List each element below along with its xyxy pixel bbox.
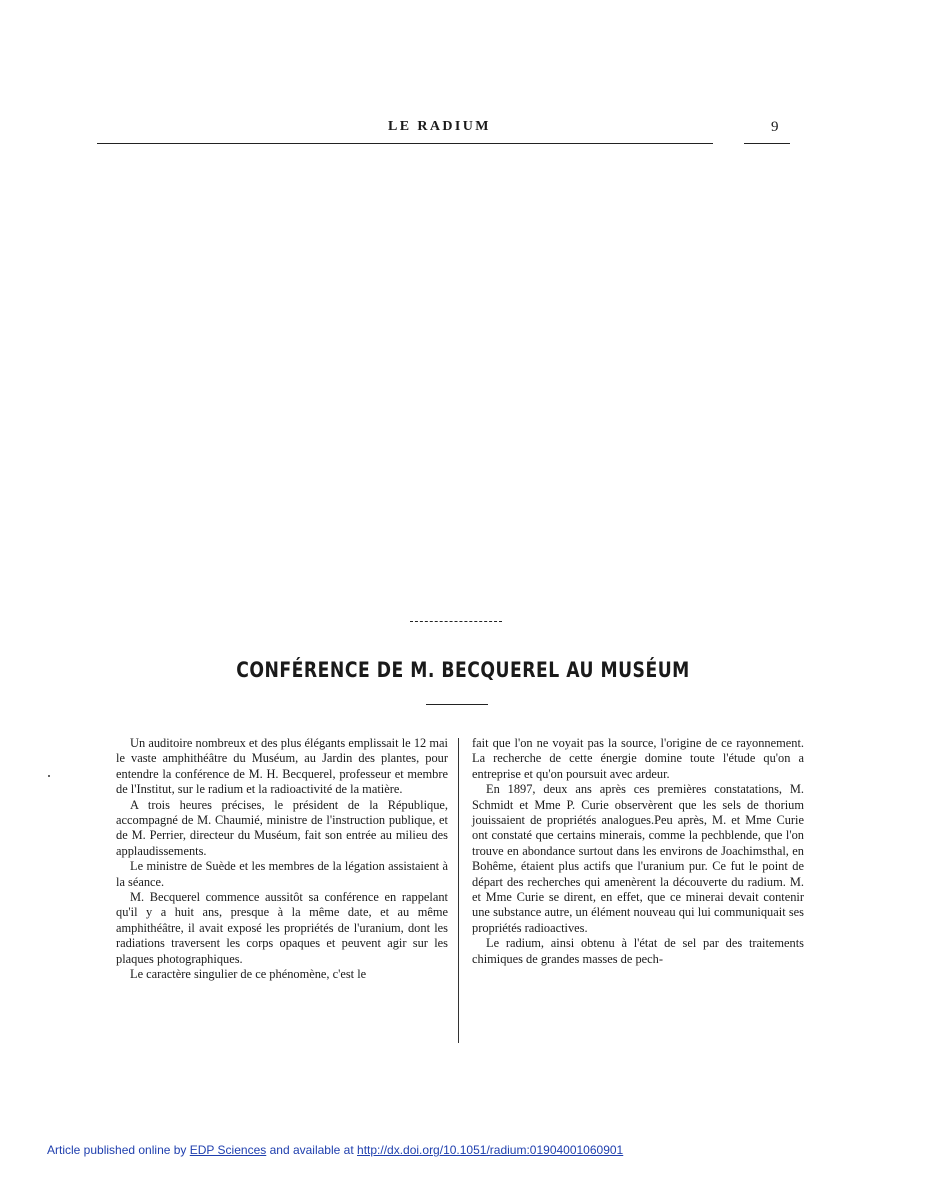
paragraph: A trois heures précises, le président de la République, accompagné de M. Chaumié, ministre de l'instruction publique, et de M. Perrier, directeur du Muséum, fait son entrée au milieu des applaudissements. (116, 797, 448, 858)
paragraph: Le ministre de Suède et les membres de la légation assistaient à la séance. (116, 859, 448, 889)
paragraph-continuation: fait que l'on ne voyait pas la source, l'origine de ce rayonnement. La recherche de cette énergie domine toute l'étude qu'on a entreprise et qu'on poursuit avec ardeur. (472, 736, 804, 781)
left-column (116, 736, 448, 983)
paragraph: Le radium, ainsi obtenu à l'état de sel par des traitements chimiques de grandes masses de pech- (472, 936, 804, 966)
running-title: LE RADIUM (388, 119, 491, 134)
article-title: CONFÉRENCE DE M. BECQUEREL AU MUSÉUM (236, 658, 690, 682)
footer-middle: and available at (269, 1143, 354, 1157)
doi-link[interactable]: http://dx.doi.org/10.1051/radium:01904001060901 (357, 1143, 624, 1157)
footer-prefix: Article published online by (47, 1143, 187, 1157)
title-rule (426, 704, 488, 705)
right-column (472, 736, 804, 967)
header-rule (97, 143, 713, 144)
page-number: 9 (771, 119, 779, 135)
paragraph: Un auditoire nombreux et des plus élégants emplissait le 12 mai le vaste amphithéâtre du Muséum, au Jardin des plantes, pour entendre la conférence de M. H. Becquerel, professeur et membre de l'Institut, sur le radium et la radioactivité de la matière. (116, 736, 448, 797)
paragraph: En 1897, deux ans après ces premières constatations, M. Schmidt et Mme P. Curie observèrent que les sels de thorium jouissaient de propriétés analogues.Peu après, M. et Mme Curie ont constaté que certains minerais, comme la pechblende, que l'on trouve en abondance surtout dans les environs de Joachimsthal, en Bohême, étaient plus actifs que l'uranium pur. Ce fut le point de départ des recherches qui amenèrent la découverte du radium. M. et Mme Curie se dirent, en effet, que ce minerai devait contenir une substance autre, un élément nouveau qui lui communiquait ses propriétés radioactives. (472, 782, 804, 935)
running-head (0, 119, 930, 139)
column-divider (458, 738, 459, 1043)
paragraph: M. Becquerel commence aussitôt sa conférence en rappelant qu'il y a huit ans, presque à la même date, et au même amphithéâtre, il avait exposé les propriétés de l'uranium, dont les radiations traversent les corps opaques et peuvent agir sur les plaques photographiques. (116, 890, 448, 966)
section-ornament-rule (410, 621, 502, 622)
publication-footer (47, 1143, 623, 1157)
margin-mark (48, 775, 50, 777)
header-rule-short (744, 143, 790, 144)
publisher-link[interactable]: EDP Sciences (189, 1143, 267, 1157)
paragraph: Le caractère singulier de ce phénomène, c'est le (130, 967, 367, 982)
